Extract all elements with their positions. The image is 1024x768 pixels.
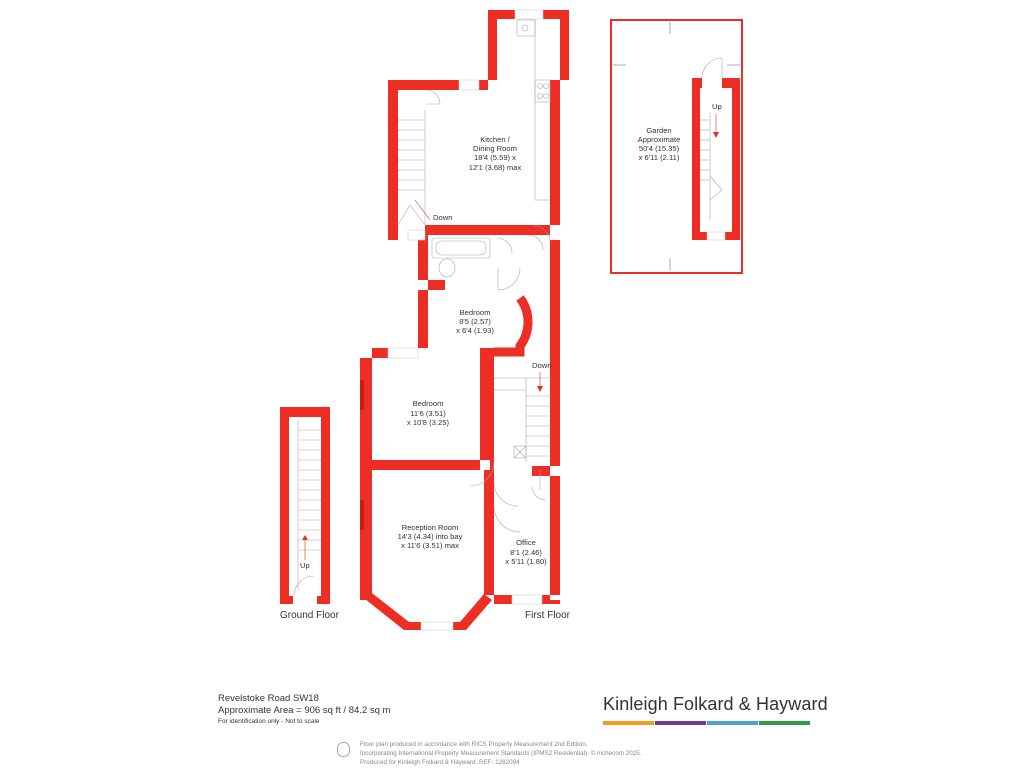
landing-stairs xyxy=(494,372,550,462)
room-bedroom-large xyxy=(407,399,449,427)
garden-dim2: x 6'11 (2.11) xyxy=(638,153,680,162)
ground-floor-label: Ground Floor xyxy=(280,610,339,621)
reception-name: Reception Room xyxy=(401,523,459,532)
stair-label-down-landing: Down xyxy=(532,361,552,370)
brand-bar-green xyxy=(759,721,810,725)
brand-bar-blue xyxy=(707,721,758,725)
garden-name2: Approximate xyxy=(637,135,681,144)
room-bedroom-small xyxy=(456,308,494,335)
bedroom-large-dim1: 11'6 (3.51) xyxy=(410,409,446,418)
stair-label-down-kitchen: Down xyxy=(433,213,453,222)
identification-note: For identification only - Not to scale xyxy=(218,718,320,725)
info-icon xyxy=(337,742,350,757)
credit-line-2: Incorporating International Property Measurement Standards (IPMS2 Residential). © nichecom 2025. xyxy=(360,750,642,757)
kitchen-name2: Dining Room xyxy=(473,144,517,153)
credit-line-1: Floor plan produced in accordance with RICS Property Measurement 2nd Edition, xyxy=(360,741,588,748)
garden-plan xyxy=(611,20,742,273)
kitchen-dim1: 18'4 (5.59) x xyxy=(474,153,516,162)
office-dim1: 8'1 (2.46) xyxy=(510,548,542,557)
reception-dim1: 14'3 (4.34) into bay xyxy=(397,532,463,541)
first-floor-plan xyxy=(360,10,571,630)
approximate-area: Approximate Area = 906 sq ft / 84.2 sq m xyxy=(218,705,391,716)
room-garden xyxy=(638,126,681,162)
bedroom-large-name: Bedroom xyxy=(412,399,444,408)
reception-dim2: x 11'6 (3.51) max xyxy=(401,541,459,550)
bedroom-small-name: Bedroom xyxy=(459,308,491,317)
brand-bar-purple xyxy=(655,721,706,725)
bedroom-small-dim2: x 6'4 (1.93) xyxy=(456,326,494,335)
kitchen-dim2: 12'1 (3.68) max xyxy=(468,163,522,172)
property-address: Revelstoke Road SW18 xyxy=(218,693,319,704)
office-name: Office xyxy=(516,538,536,547)
stair-label-up-ground: Up xyxy=(300,561,310,570)
brand-bar-orange xyxy=(603,721,654,725)
garden-stairs xyxy=(700,112,722,220)
room-office xyxy=(505,538,547,566)
first-floor-label: First Floor xyxy=(525,610,570,621)
kitchen-name: Kitchen / xyxy=(480,135,510,144)
credit-line-3: Produced for Kinleigh Folkard & Hayward. REF: 1282094 xyxy=(360,759,520,766)
bathroom-fittings xyxy=(432,235,543,277)
kitchen-stairs xyxy=(398,110,430,225)
bedroom-large-dim2: x 10'8 (3.25) xyxy=(407,418,449,427)
garden-name: Garden xyxy=(646,126,672,135)
ground-floor-walls xyxy=(280,407,330,604)
ground-floor-plan xyxy=(280,407,340,621)
room-reception xyxy=(398,523,463,550)
bedroom-small-dim1: 8'5 (2.57) xyxy=(459,317,491,326)
office-dim2: x 5'11 (1.80) xyxy=(505,557,547,566)
brand-name: Kinleigh Folkard & Hayward xyxy=(603,694,828,714)
stair-label-up-garden: Up xyxy=(712,102,722,111)
first-floor-walls xyxy=(360,10,569,604)
room-kitchen xyxy=(469,135,522,172)
garden-dim1: 50'4 (15.35) xyxy=(638,144,680,153)
